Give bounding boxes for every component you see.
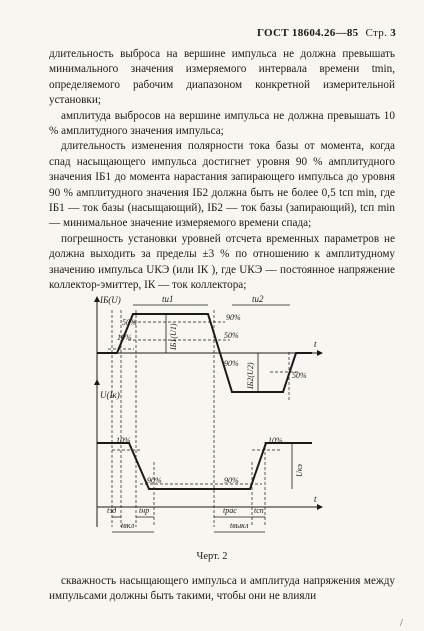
label-50c: 50%: [292, 371, 307, 380]
figure-caption: Черт. 2: [196, 551, 228, 562]
label-tu1: tи1: [162, 294, 174, 304]
paragraph: погрешность установки уровней отсчета временных параметров не должна выходить за пределы ±3 % по отношению к амплитудному значению импульса UКЭ (или IК ), где UКЭ — постоянное напряжение коллектор-эмиттер, IК — ток коллектора;: [49, 232, 395, 292]
axis-label-t-upper: t: [314, 339, 317, 349]
label-90a: 90%: [226, 313, 241, 322]
axis-label-ib: IБ(U): [100, 295, 121, 305]
margin-mark: /: [400, 618, 403, 629]
page-label: Стр.: [365, 27, 388, 39]
label-ukz: Uкэ: [295, 464, 304, 477]
label-50b: 50%: [122, 318, 137, 327]
label-tvkl: tвкл: [121, 521, 135, 530]
label-90d: 90%: [224, 476, 239, 485]
body-text-bottom: [49, 574, 395, 605]
body-text-top: [49, 47, 395, 294]
paragraph: длительность выброса на вершине импульса не должна превышать минимального значения измеряемого интервала времени tmin, определяемого рабочим диапазоном конкретной измерительной установки;: [49, 48, 395, 107]
label-ib2: IБ2(U2): [246, 362, 255, 389]
label-50a: 50%: [224, 331, 239, 340]
label-90b: 90%: [224, 359, 239, 368]
paragraph: длительность изменения полярности тока базы от момента, когда спад насыщающего импульса достигнет уровня 90 % амплитудного значения IБ1 до момента нарастания запирающего импульса до уровня 90 % амплитудного значения IБ2 должна быть не более 0,5 tсп min, где IБ1 — ток базы (насыщающий), IБ2 — ток базы (запирающий), tсп min — минимальное значение измеряемого времени спада;: [49, 140, 395, 230]
page-number: 3: [390, 27, 396, 39]
axis-label-u: U(Iк): [100, 390, 120, 400]
page-header: [257, 27, 396, 39]
label-10c: 10%: [116, 436, 131, 445]
label-ib1: IБ1(U1): [169, 323, 178, 350]
label-10a: 10%: [117, 333, 132, 342]
axis-label-t: t: [314, 494, 317, 504]
label-tras: tрас: [223, 506, 237, 515]
label-10d: 10%: [268, 436, 283, 445]
paragraph: амплитуда выбросов на вершине импульса не должна превышать 10 % амплитудного значения импульса;: [49, 109, 395, 138]
label-tsp: tсп: [254, 506, 264, 515]
label-tvykl: tвыкл: [230, 521, 249, 530]
standard-code: ГОСТ 18604.26—85: [256, 27, 359, 39]
label-tu2: tи2: [252, 294, 264, 304]
timing-diagram: [0, 292, 424, 548]
label-90c: 90%: [147, 476, 162, 485]
paragraph: скважность насыщающего импульса и амплитуда напряжения между импульсами должны быть такими, чтобы они не влияли: [49, 575, 395, 603]
label-tnr: tнр: [139, 506, 150, 515]
label-tzd: tзд: [107, 506, 117, 515]
